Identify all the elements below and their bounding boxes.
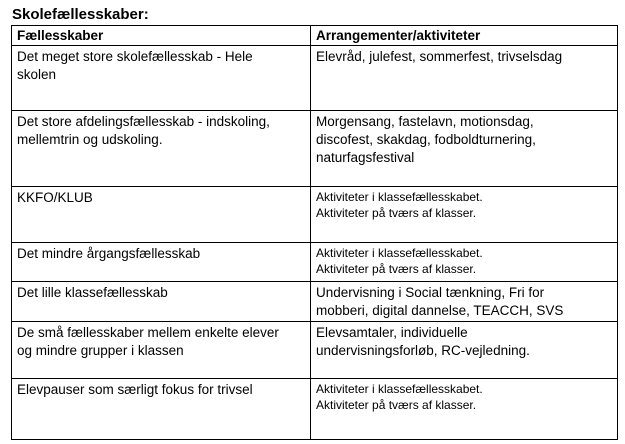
- community-line: Elevpauser som særligt fokus for trivsel: [17, 382, 253, 397]
- community-line: Det mindre årgangsfællesskab: [17, 246, 201, 261]
- community-cell: [12, 282, 311, 322]
- activities-line: Elevråd, julefest, sommerfest, trivselsdag: [316, 49, 563, 64]
- activities-cell: [311, 46, 618, 111]
- activities-line: naturfagsfestival: [316, 150, 415, 165]
- table-header-row: [12, 26, 618, 46]
- community-cell: [12, 243, 311, 282]
- communities-table: [11, 25, 618, 440]
- activities-line: Morgensang, fastelavn, motionsdag,: [316, 114, 534, 129]
- document-title: Skolefællesskaber:: [12, 6, 149, 23]
- table-row: [12, 379, 618, 440]
- community-cell: [12, 187, 311, 243]
- community-line: KKFO/KLUB: [17, 190, 93, 205]
- header-communities: Fællesskaber: [12, 26, 311, 46]
- activities-cell: [311, 282, 618, 322]
- header-activities: Arrangementer/aktiviteter: [311, 26, 618, 46]
- table-row: [12, 111, 618, 187]
- activities-line: Aktiviteter i klassefællesskabet.: [316, 190, 483, 204]
- activities-line: Undervisning i Social tænkning, Fri for: [316, 285, 545, 300]
- activities-line: Aktiviteter på tværs af klasser.: [316, 262, 477, 276]
- table-row: [12, 243, 618, 282]
- activities-line: Aktiviteter på tværs af klasser.: [316, 398, 477, 412]
- activities-cell: [311, 379, 618, 440]
- community-line: og mindre grupper i klassen: [17, 343, 184, 358]
- activities-line: Aktiviteter i klassefællesskabet.: [316, 382, 483, 396]
- table-row: [12, 282, 618, 322]
- community-line: mellemtrin og udskoling.: [17, 132, 163, 147]
- activities-cell: [311, 322, 618, 379]
- community-line: De små fællesskaber mellem enkelte elever: [17, 325, 279, 340]
- community-cell: [12, 46, 311, 111]
- activities-cell: [311, 243, 618, 282]
- table-row: [12, 187, 618, 243]
- community-line: Det store afdelingsfællesskab - indskoling,: [17, 114, 270, 129]
- community-line: skolen: [17, 67, 57, 82]
- activities-cell: [311, 111, 618, 187]
- community-cell: [12, 322, 311, 379]
- community-cell: [12, 379, 311, 440]
- community-line: Det lille klassefællesskab: [17, 285, 168, 300]
- activities-line: Aktiviteter på tværs af klasser.: [316, 206, 477, 220]
- activities-cell: [311, 187, 618, 243]
- activities-line: Aktiviteter i klassefællesskabet.: [316, 246, 483, 260]
- community-line: Det meget store skolefællesskab - Hele: [17, 49, 253, 64]
- activities-line: mobberi, digital dannelse, TEACCH, SVS: [316, 303, 564, 318]
- activities-line: discofest, skakdag, fodboldturnering,: [316, 132, 536, 147]
- activities-line: Elevsamtaler, individuelle: [316, 325, 468, 340]
- community-cell: [12, 111, 311, 187]
- activities-line: undervisningsforløb, RC-vejledning.: [316, 343, 530, 358]
- table-row: [12, 322, 618, 379]
- table-row: [12, 46, 618, 111]
